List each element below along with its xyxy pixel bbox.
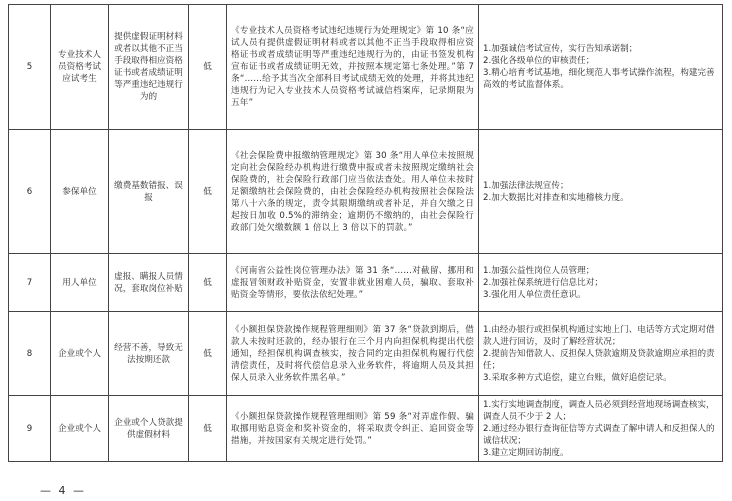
risk-target: 企业或个人 [51, 396, 109, 462]
table-row [9, 5, 723, 130]
measure-item: 3.采取多种方式追偿，建立台账，做好追偿记录。 [483, 372, 672, 383]
risk-level: 低 [189, 130, 227, 254]
prevention-measures [479, 254, 723, 312]
legal-basis: 《小额担保贷款操作规程管理细则》第 37 条“贷款到期后，借款人未按时还款的，经办银行在三个月内向担保机构提出代偿通知，经担保机构调查核实，按合同约定由担保机构履行代偿清偿责任，及时将代偿信息录入业务软件，将逾期人员及其担保人员录入业务软件黑名单。” [227, 312, 479, 396]
row-number: 7 [9, 254, 51, 312]
legal-basis: 《专业技术人员资格考试违纪违规行为处理规定》第 10 条“应试人员有提供虚假证明材料或者以其他不正当手段取得相应资格证书或者成绩证明等严重违纪违规行为的，由证书签发机构宣布证书或者成绩证明无效，并按照本规定第七条处理。”第 7 条“……给予其当次全部科目考试成绩无效的处理，并将其违纪违规行为记入专业技术人员资格考试诚信档案库，记录期限为五年” [227, 5, 479, 130]
risk-target: 参保单位 [51, 130, 109, 254]
table-row [9, 254, 723, 312]
measure-item: 3.强化用人单位责任意识。 [483, 289, 586, 300]
measure-item: 3.精心培育考试基地，细化规范人事考试操作流程，构建完善高效的考试监督体系。 [483, 68, 715, 90]
risk-description: 缴费基数错报、误报 [109, 130, 189, 254]
measure-item: 1.加强公益性岗位人员管理； [483, 265, 595, 276]
risk-description: 企业或个人贷款提供虚假材料 [109, 396, 189, 462]
prevention-measures [479, 130, 723, 254]
table-row [9, 130, 723, 254]
measure-item: 1.加强诚信考试宣传，实行告知承诺制； [483, 44, 638, 54]
measure-item: 2.强化各级单位的审核责任； [483, 56, 595, 66]
measure-item: 1.由经办银行或担保机构通过实地上门、电话等方式定期对借款人进行回访，及时了解经营状况； [483, 324, 715, 347]
risk-description: 经营不善，导致无法按期还款 [109, 312, 189, 396]
risk-level: 低 [189, 5, 227, 130]
risk-level: 低 [189, 396, 227, 462]
prevention-measures [479, 5, 723, 130]
legal-basis: 《社会保险费申报缴纳管理规定》第 30 条“用人单位未按照规定向社会保险经办机构进行缴费申报或者未按照规定缴纳社会保险费的，社会保险行政部门应当依法查处。用人单位未按时足额缴纳社会保险费的，由社会保险经办机构按照社会保险法第八十六条的规定，责令其限期缴纳或者补足，并自欠缴之日起按日加收 0.5%的滞纳金；逾期仍不缴纳的，由社会保险行政部门处欠缴数额 1 倍以上 3 倍以下的罚款。” [227, 130, 479, 254]
risk-level: 低 [189, 312, 227, 396]
row-number: 6 [9, 130, 51, 254]
risk-level: 低 [189, 254, 227, 312]
row-number: 9 [9, 396, 51, 462]
row-number: 8 [9, 312, 51, 396]
measure-item: 1.加强法律法规宣传； [483, 180, 569, 191]
risk-table [8, 4, 723, 462]
risk-target: 专业技术人员资格考试应试考生 [51, 5, 109, 130]
prevention-measures [479, 312, 723, 396]
measure-item: 1.实行实地调查制度，调查人员必须到经营地现场调查核实，调查人员不少于 2 人； [483, 399, 715, 422]
measure-item: 2.提前告知借款人、反担保人贷款逾期及贷款逾期应承担的责任； [483, 348, 715, 371]
table-row [9, 396, 723, 462]
measure-item: 3.建立定期回访制度。 [483, 447, 569, 458]
measure-item: 2.加强社保系统进行信息比对； [483, 277, 603, 288]
risk-description: 提供虚假证明材料或者以其他不正当手段取得相应资格证书或者成绩证明等严重违纪违规行为的 [109, 5, 189, 130]
risk-target: 用人单位 [51, 254, 109, 312]
measure-item: 2.通过经办银行查询征信等方式调查了解申请人和反担保人的诚信状况； [483, 423, 715, 446]
legal-basis: 《河南省公益性岗位管理办法》第 31 条“……对截留、挪用和虚报冒领财政补贴资金，安置非就业困难人员，骗取、套取补贴资金等情形，要依法依纪处理。” [227, 254, 479, 312]
legal-basis: 《小额担保贷款操作规程管理细则》第 59 条“对弄虚作假、骗取挪用贴息资金和奖补资金的，将采取责令纠正、追回资金等措施，并按国家有关规定进行处罚。” [227, 396, 479, 462]
table-row [9, 312, 723, 396]
page-number: — 4 — [40, 484, 86, 497]
prevention-measures [479, 396, 723, 462]
measure-item: 2.加大数据比对排查和实地稽核力度。 [483, 192, 629, 203]
risk-description: 虚报、瞒报人员情况，套取岗位补贴 [109, 254, 189, 312]
row-number: 5 [9, 5, 51, 130]
risk-target: 企业或个人 [51, 312, 109, 396]
